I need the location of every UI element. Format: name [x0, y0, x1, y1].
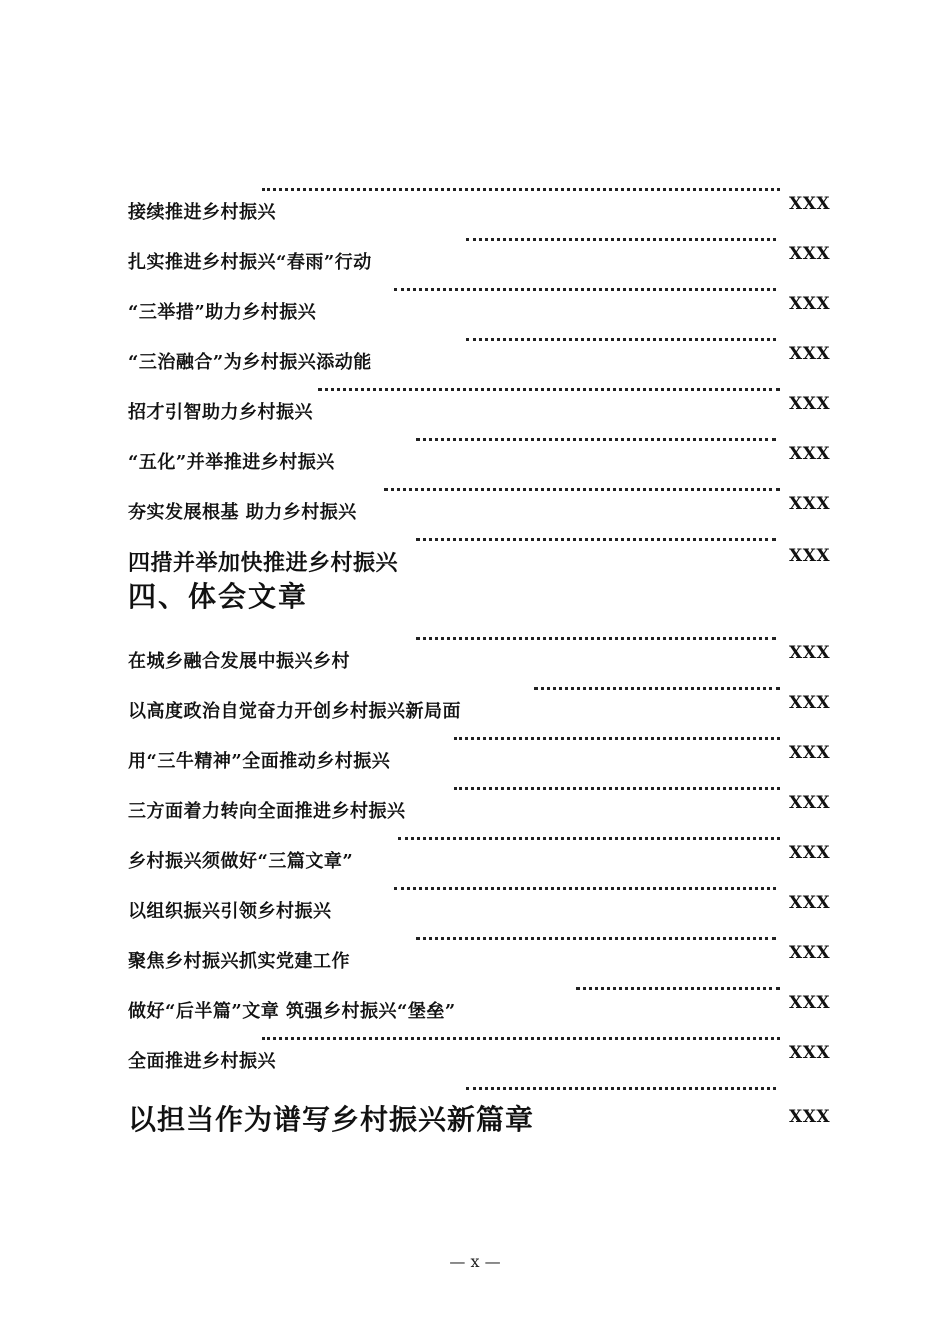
toc-entry-title: 四措并举加快推进乡村振兴	[128, 550, 399, 576]
toc-entry[interactable]	[0, 779, 950, 822]
dot-leader	[416, 530, 776, 541]
dot-leader	[384, 480, 780, 491]
dot-leader	[262, 1029, 780, 1040]
dot-leader	[466, 1079, 776, 1090]
dot-leader	[454, 729, 780, 740]
toc-entry-page: XXX	[789, 294, 831, 314]
toc-entry-title: 以高度政治自觉奋力开创乡村振兴新局面	[128, 701, 461, 722]
toc-entry[interactable]	[0, 879, 950, 922]
dot-leader	[576, 979, 780, 990]
dot-leader	[398, 829, 780, 840]
toc-entry[interactable]	[0, 929, 950, 972]
toc-entry-page: XXX	[789, 444, 831, 464]
toc-entry[interactable]	[0, 1029, 950, 1072]
toc-entry-page: XXX	[789, 843, 831, 863]
toc-entry-page: XXX	[789, 244, 831, 264]
toc-entry-title: 做好“后半篇”文章 筑强乡村振兴“堡垒”	[128, 1001, 456, 1022]
toc-entry-title: “五化”并举推进乡村振兴	[128, 452, 335, 473]
section-heading: 四、体会文章	[128, 580, 309, 613]
toc-entry-title: 以组织振兴引领乡村振兴	[128, 901, 332, 922]
toc-entry[interactable]	[0, 430, 950, 473]
toc-entry[interactable]	[0, 530, 950, 576]
toc-entry-title: 三方面着力转向全面推进乡村振兴	[128, 801, 406, 822]
toc-entry-page: XXX	[789, 693, 831, 713]
toc-entry-title: 扎实推进乡村振兴“春雨”行动	[128, 252, 372, 273]
toc-entry[interactable]	[0, 679, 950, 722]
toc-entry-title: “三举措”助力乡村振兴	[128, 302, 317, 323]
toc-entry-page: XXX	[789, 546, 831, 566]
toc-entry-page: XXX	[789, 793, 831, 813]
dot-leader	[466, 330, 776, 341]
dot-leader	[416, 929, 776, 940]
toc-entry-page: XXX	[789, 194, 831, 214]
dot-leader	[534, 679, 780, 690]
toc-entry-title: 聚焦乡村振兴抓实党建工作	[128, 951, 350, 972]
dot-leader	[416, 629, 776, 640]
page-footer: — x —	[449, 1252, 501, 1271]
toc-entry[interactable]	[0, 629, 950, 672]
toc-entry[interactable]	[0, 480, 950, 523]
toc-entry-page: XXX	[789, 893, 831, 913]
toc-entry[interactable]	[0, 380, 950, 423]
toc-entry-page: XXX	[789, 993, 831, 1013]
dot-leader	[466, 230, 776, 241]
toc-entry[interactable]	[0, 829, 950, 872]
dot-leader	[394, 280, 776, 291]
dot-leader	[262, 180, 780, 191]
toc-entry-title: 用“三牛精神”全面推动乡村振兴	[128, 751, 391, 772]
toc-entry-page: XXX	[789, 344, 831, 364]
dot-leader	[416, 430, 776, 441]
dot-leader	[318, 380, 780, 391]
toc-entry[interactable]	[0, 330, 950, 373]
toc-entry[interactable]	[0, 230, 950, 273]
toc-entry-page: XXX	[789, 1107, 831, 1127]
toc-entry[interactable]	[0, 1079, 950, 1136]
toc-entry-title: 以担当作为谱写乡村振兴新篇章	[128, 1103, 535, 1136]
toc-entry-title: 全面推进乡村振兴	[128, 1051, 276, 1072]
toc-entry-title: 在城乡融合发展中振兴乡村	[128, 651, 350, 672]
toc-entry-page: XXX	[789, 494, 831, 514]
toc-entry-title: 乡村振兴须做好“三篇文章”	[128, 851, 354, 872]
toc-entry-title: “三治融合”为乡村振兴添动能	[128, 352, 372, 373]
toc-entry-page: XXX	[789, 643, 831, 663]
dot-leader	[454, 779, 780, 790]
toc-entry[interactable]	[0, 729, 950, 772]
toc-entry-title: 接续推进乡村振兴	[128, 202, 276, 223]
toc-entry[interactable]	[0, 280, 950, 323]
toc-entry-title: 夯实发展根基 助力乡村振兴	[128, 502, 357, 523]
toc-entry-page: XXX	[789, 943, 831, 963]
toc-entry[interactable]	[0, 180, 950, 223]
toc-entry-page: XXX	[789, 394, 831, 414]
toc-entry-title: 招才引智助力乡村振兴	[128, 402, 313, 423]
toc-entry[interactable]	[0, 979, 950, 1022]
toc-entry-page: XXX	[789, 1043, 831, 1063]
toc-entry-page: XXX	[789, 743, 831, 763]
dot-leader	[394, 879, 776, 890]
